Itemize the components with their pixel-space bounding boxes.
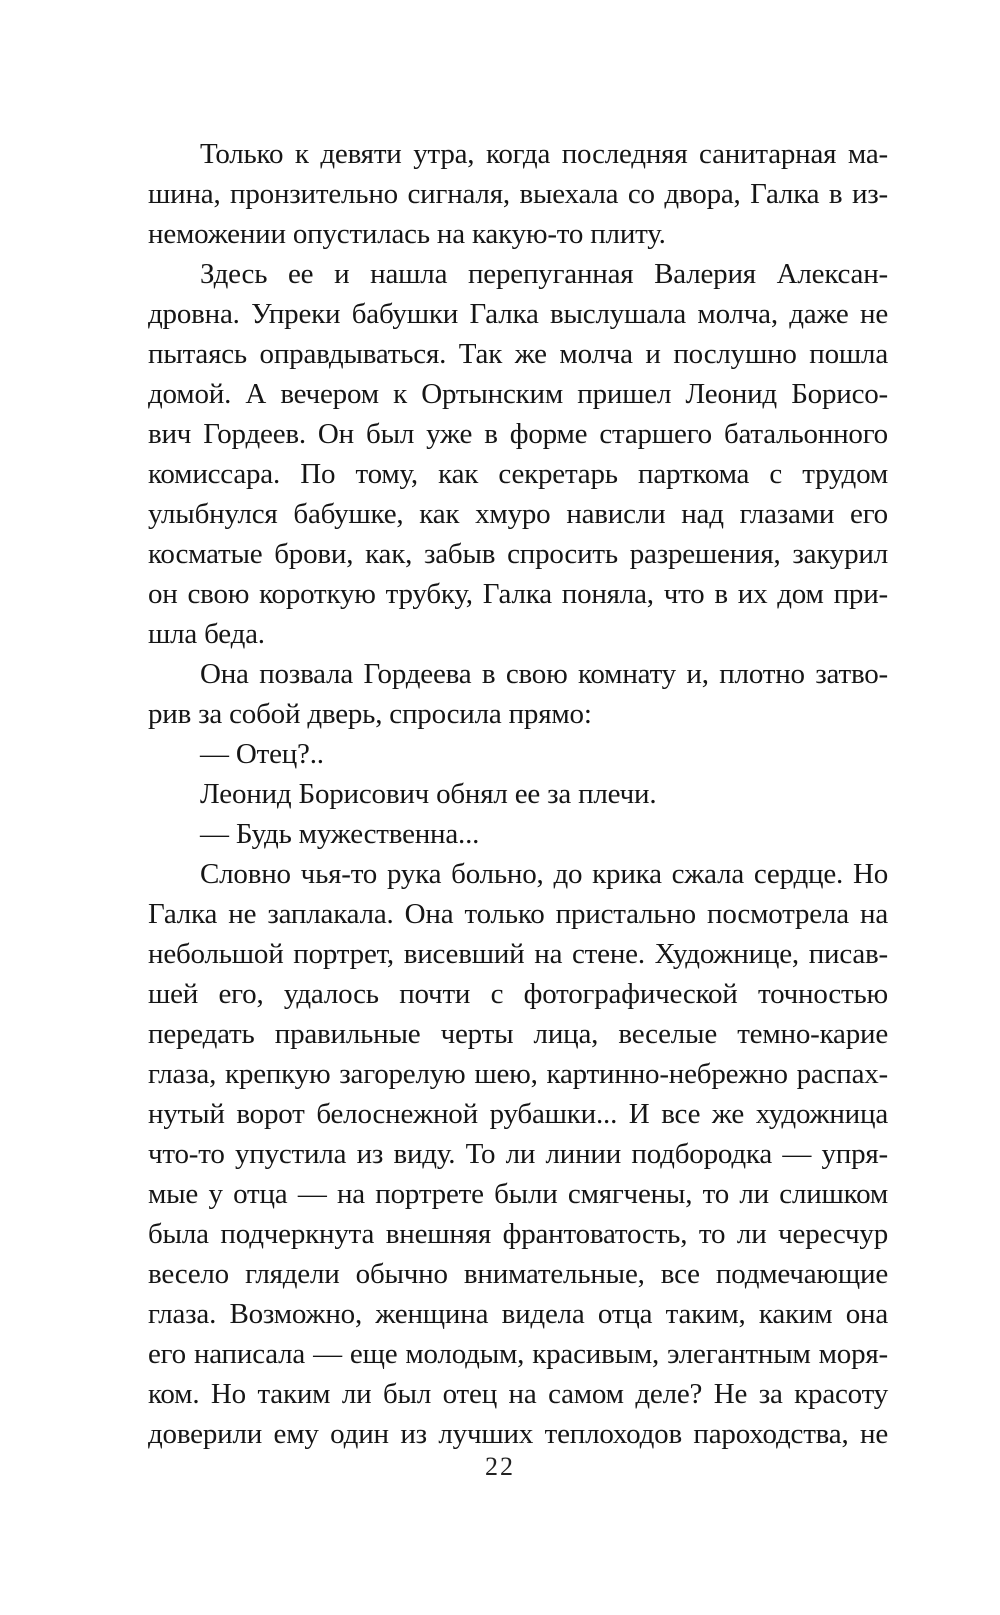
text-line: комиссара. По тому, как секретарь парткома с трудом xyxy=(148,458,888,490)
text-line: была подчеркнута внешняя франтоватость, то ли чересчур xyxy=(148,1218,888,1250)
text-line: ком. Но таким ли был отец на самом деле? Не за красоту xyxy=(148,1378,888,1410)
text-line: небольшой портрет, висевший на стене. Художнице, писав- xyxy=(148,938,888,970)
text-line: Словно чья-то рука больно, до крика сжала сердце. Но xyxy=(200,858,888,890)
text-line: передать правильные черты лица, веселые темно-карие xyxy=(148,1018,888,1050)
text-line: — Отец?.. xyxy=(200,738,324,770)
text-line: Галка не заплакала. Она только пристально посмотрела на xyxy=(148,898,888,930)
text-line: доверили ему один из лучших теплоходов пароходства, не xyxy=(148,1418,888,1450)
text-line: глаза, крепкую загорелую шею, картинно-небрежно распах- xyxy=(148,1058,888,1090)
text-line: весело глядели обычно внимательные, все подмечающие xyxy=(148,1258,888,1290)
text-line: домой. А вечером к Ортынским пришел Леонид Борисо- xyxy=(148,378,888,410)
text-line: неможении опустилась на какую-то плиту. xyxy=(148,218,666,250)
text-line: нутый ворот белоснежной рубашки... И все же художница xyxy=(148,1098,888,1130)
text-line: дровна. Упреки бабушки Галка выслушала молча, даже не xyxy=(148,298,888,330)
text-line: Только к девяти утра, когда последняя санитарная ма- xyxy=(200,138,888,170)
text-line: рив за собой дверь, спросила прямо: xyxy=(148,698,592,730)
text-line: его написала — еще молодым, красивым, элегантным моря- xyxy=(148,1338,888,1370)
text-line: шина, пронзительно сигналя, выехала со двора, Галка в из- xyxy=(148,178,888,210)
text-line: пытаясь оправдываться. Так же молча и послушно пошла xyxy=(148,338,888,370)
text-line: что-то упустила из виду. То ли линии подбородка — упря- xyxy=(148,1138,888,1170)
text-line: шла беда. xyxy=(148,618,265,650)
text-line: он свою короткую трубку, Галка поняла, что в их дом при- xyxy=(148,578,888,610)
text-line: — Будь мужественна... xyxy=(200,818,480,850)
text-line: Она позвала Гордеева в свою комнату и, плотно затво- xyxy=(200,658,888,690)
text-line: вич Гордеев. Он был уже в форме старшего батальонного xyxy=(148,418,888,450)
text-line: Леонид Борисович обнял ее за плечи. xyxy=(200,778,657,810)
page-number: 22 xyxy=(485,1452,515,1481)
text-line: глаза. Возможно, женщина видела отца таким, каким она xyxy=(148,1298,888,1330)
text-line: улыбнулся бабушке, как хмуро нависли над глазами его xyxy=(148,498,888,530)
text-line: Здесь ее и нашла перепуганная Валерия Алексан- xyxy=(200,258,888,290)
text-line: шей его, удалось почти с фотографической точностью xyxy=(148,978,888,1010)
text-line: косматые брови, как, забыв спросить разрешения, закурил xyxy=(148,538,888,570)
body-text xyxy=(148,134,888,1454)
text-line: мые у отца — на портрете были смягчены, то ли слишком xyxy=(148,1178,888,1210)
